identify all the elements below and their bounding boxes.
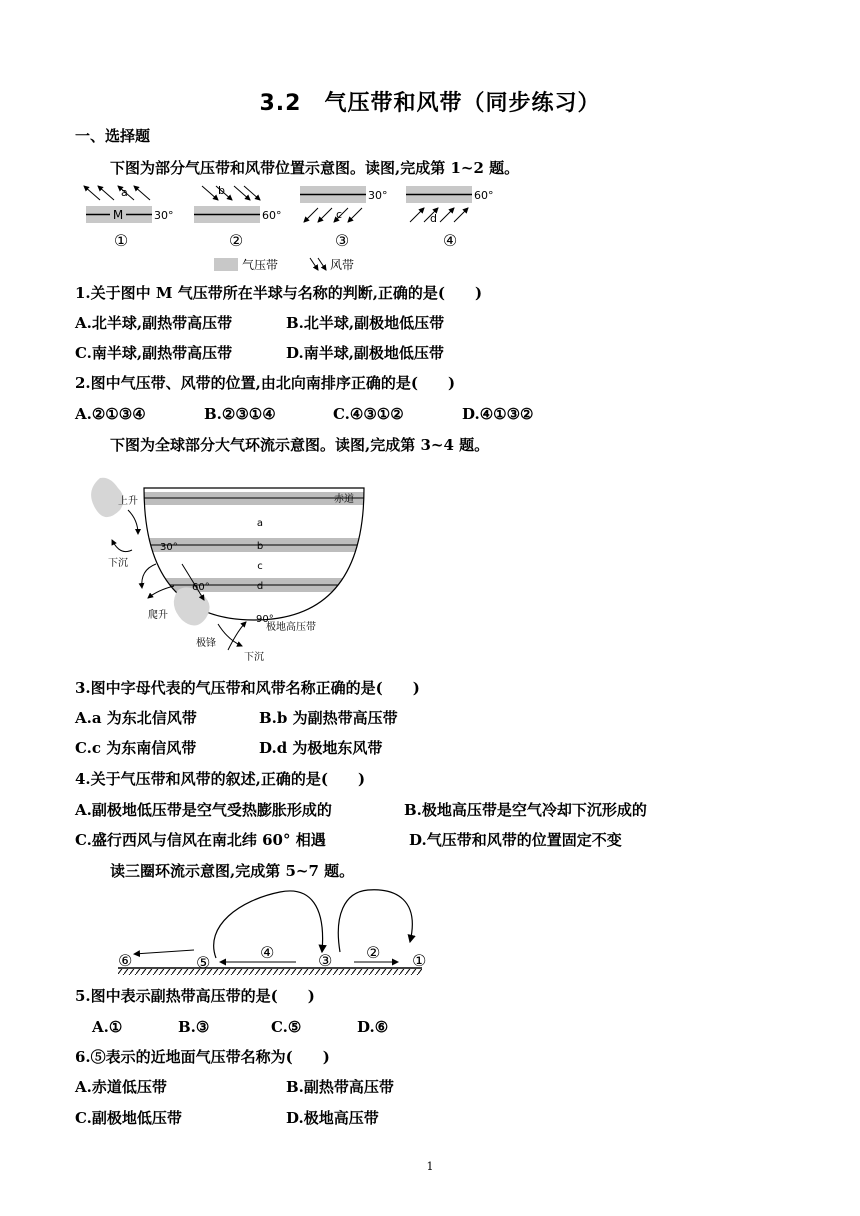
- num-1: ①: [412, 951, 427, 970]
- q2-option-a: A.②①③④: [75, 405, 146, 423]
- figure-three-cell: [100, 886, 440, 978]
- panel-2: [194, 184, 282, 250]
- section-heading: 一、选择题: [75, 127, 151, 145]
- q2-stem: 2.图中气压带、风带的位置,由北向南排序正确的是( ): [75, 374, 456, 392]
- panel-3: [300, 186, 388, 250]
- num-5: ⑤: [196, 953, 211, 972]
- num-4: ④: [260, 943, 275, 962]
- num-2: ②: [366, 943, 381, 962]
- q3-option-b: B.b 为副热带高压带: [259, 709, 398, 727]
- label-front: 极锋: [196, 638, 216, 649]
- q3-option-c: C.c 为东南信风带: [75, 739, 197, 757]
- label-d: d: [430, 212, 437, 225]
- num-3: ③: [318, 951, 333, 970]
- legend-pressure: 气压带: [242, 258, 279, 272]
- q6-option-b: B.副热带高压带: [286, 1078, 394, 1096]
- page-number: 1: [426, 1160, 434, 1173]
- q1-option-a: A.北半球,副热带高压带: [75, 314, 233, 332]
- q5-option-c: C.⑤: [271, 1018, 302, 1036]
- q1-option-c: C.南半球,副热带高压带: [75, 344, 233, 362]
- q2-option-b: B.②③①④: [204, 405, 276, 423]
- q5-stem: 5.图中表示副热带高压带的是( ): [75, 987, 315, 1005]
- figure-global-circulation: [78, 470, 378, 666]
- q4-stem: 4.关于气压带和风带的叙述,正确的是( ): [75, 770, 366, 788]
- label-rise: 上升: [118, 496, 138, 507]
- q4-option-c: C.盛行西风与信风在南北纬 60° 相遇: [75, 831, 326, 849]
- label-climb: 爬升: [148, 610, 168, 621]
- label-sink-2: 下沉: [244, 652, 264, 663]
- q1-option-d: D.南半球,副极地低压带: [286, 344, 444, 362]
- label-c: c: [336, 208, 343, 221]
- label-d: d: [256, 581, 264, 592]
- label-30: 30°: [160, 542, 178, 553]
- q3-option-d: D.d 为极地东风带: [259, 739, 383, 757]
- panel-number: ③: [334, 231, 350, 250]
- q5-option-b: B.③: [178, 1018, 210, 1036]
- label-M: M: [112, 208, 124, 222]
- panel-number: ①: [113, 231, 129, 250]
- ground-hatch: [118, 969, 422, 975]
- label-a: a: [256, 518, 264, 529]
- num-6: ⑥: [118, 951, 133, 970]
- lat-label: 30°: [154, 209, 174, 222]
- lat-label: 60°: [262, 209, 282, 222]
- legend-wind: 风带: [330, 258, 355, 272]
- q2-option-d: D.④①③②: [462, 405, 534, 423]
- label-b: b: [256, 541, 264, 552]
- legend: [214, 257, 354, 272]
- q4-option-b: B.极地高压带是空气冷却下沉形成的: [404, 801, 647, 819]
- figure-pressure-wind-belts: [78, 182, 518, 277]
- label-equator: 赤道: [334, 494, 354, 505]
- legend-swatch: [214, 258, 238, 271]
- label-60: 60°: [192, 582, 210, 593]
- q6-option-d: D.极地高压带: [286, 1109, 379, 1127]
- q1-option-b: B.北半球,副极地低压带: [286, 314, 445, 332]
- q4-option-d: D.气压带和风带的位置固定不变: [409, 831, 622, 849]
- q4-option-a: A.副极地低压带是空气受热膨胀形成的: [75, 801, 332, 819]
- lat-label: 30°: [368, 189, 388, 202]
- page-title: 3.2 气压带和风带（同步练习）: [259, 91, 601, 116]
- q5-option-d: D.⑥: [357, 1018, 389, 1036]
- label-polar-high: 极地高压带: [266, 622, 316, 633]
- q6-option-a: A.赤道低压带: [75, 1078, 167, 1096]
- intro-q3-4: 下图为全球部分大气环流示意图。读图,完成第 3~4 题。: [110, 436, 490, 454]
- panel-number: ④: [442, 231, 458, 250]
- label-c: c: [257, 561, 263, 572]
- q6-option-c: C.副极地低压带: [75, 1109, 182, 1127]
- lat-label: 60°: [474, 189, 494, 202]
- intro-q5-7: 读三圈环流示意图,完成第 5~7 题。: [110, 862, 355, 880]
- label-90: 90°: [256, 614, 274, 625]
- label-b: b: [218, 184, 225, 197]
- q5-option-a: A.①: [92, 1018, 123, 1036]
- intro-q1-2: 下图为部分气压带和风带位置示意图。读图,完成第 1~2 题。: [110, 159, 520, 177]
- panel-number: ②: [228, 231, 244, 250]
- label-sink: 下沉: [108, 558, 128, 569]
- panel-4: [406, 186, 494, 250]
- q2-option-c: C.④③①②: [333, 405, 404, 423]
- q3-option-a: A.a 为东北信风带: [75, 709, 197, 727]
- q3-stem: 3.图中字母代表的气压带和风带名称正确的是( ): [75, 679, 420, 697]
- label-a: a: [121, 186, 128, 199]
- panel-1: [84, 186, 174, 250]
- q6-stem: 6.⑤表示的近地面气压带名称为( ): [75, 1048, 330, 1066]
- wind-arrow: [134, 950, 194, 954]
- q1-stem: 1.关于图中 M 气压带所在半球与名称的判断,正确的是( ): [75, 284, 483, 302]
